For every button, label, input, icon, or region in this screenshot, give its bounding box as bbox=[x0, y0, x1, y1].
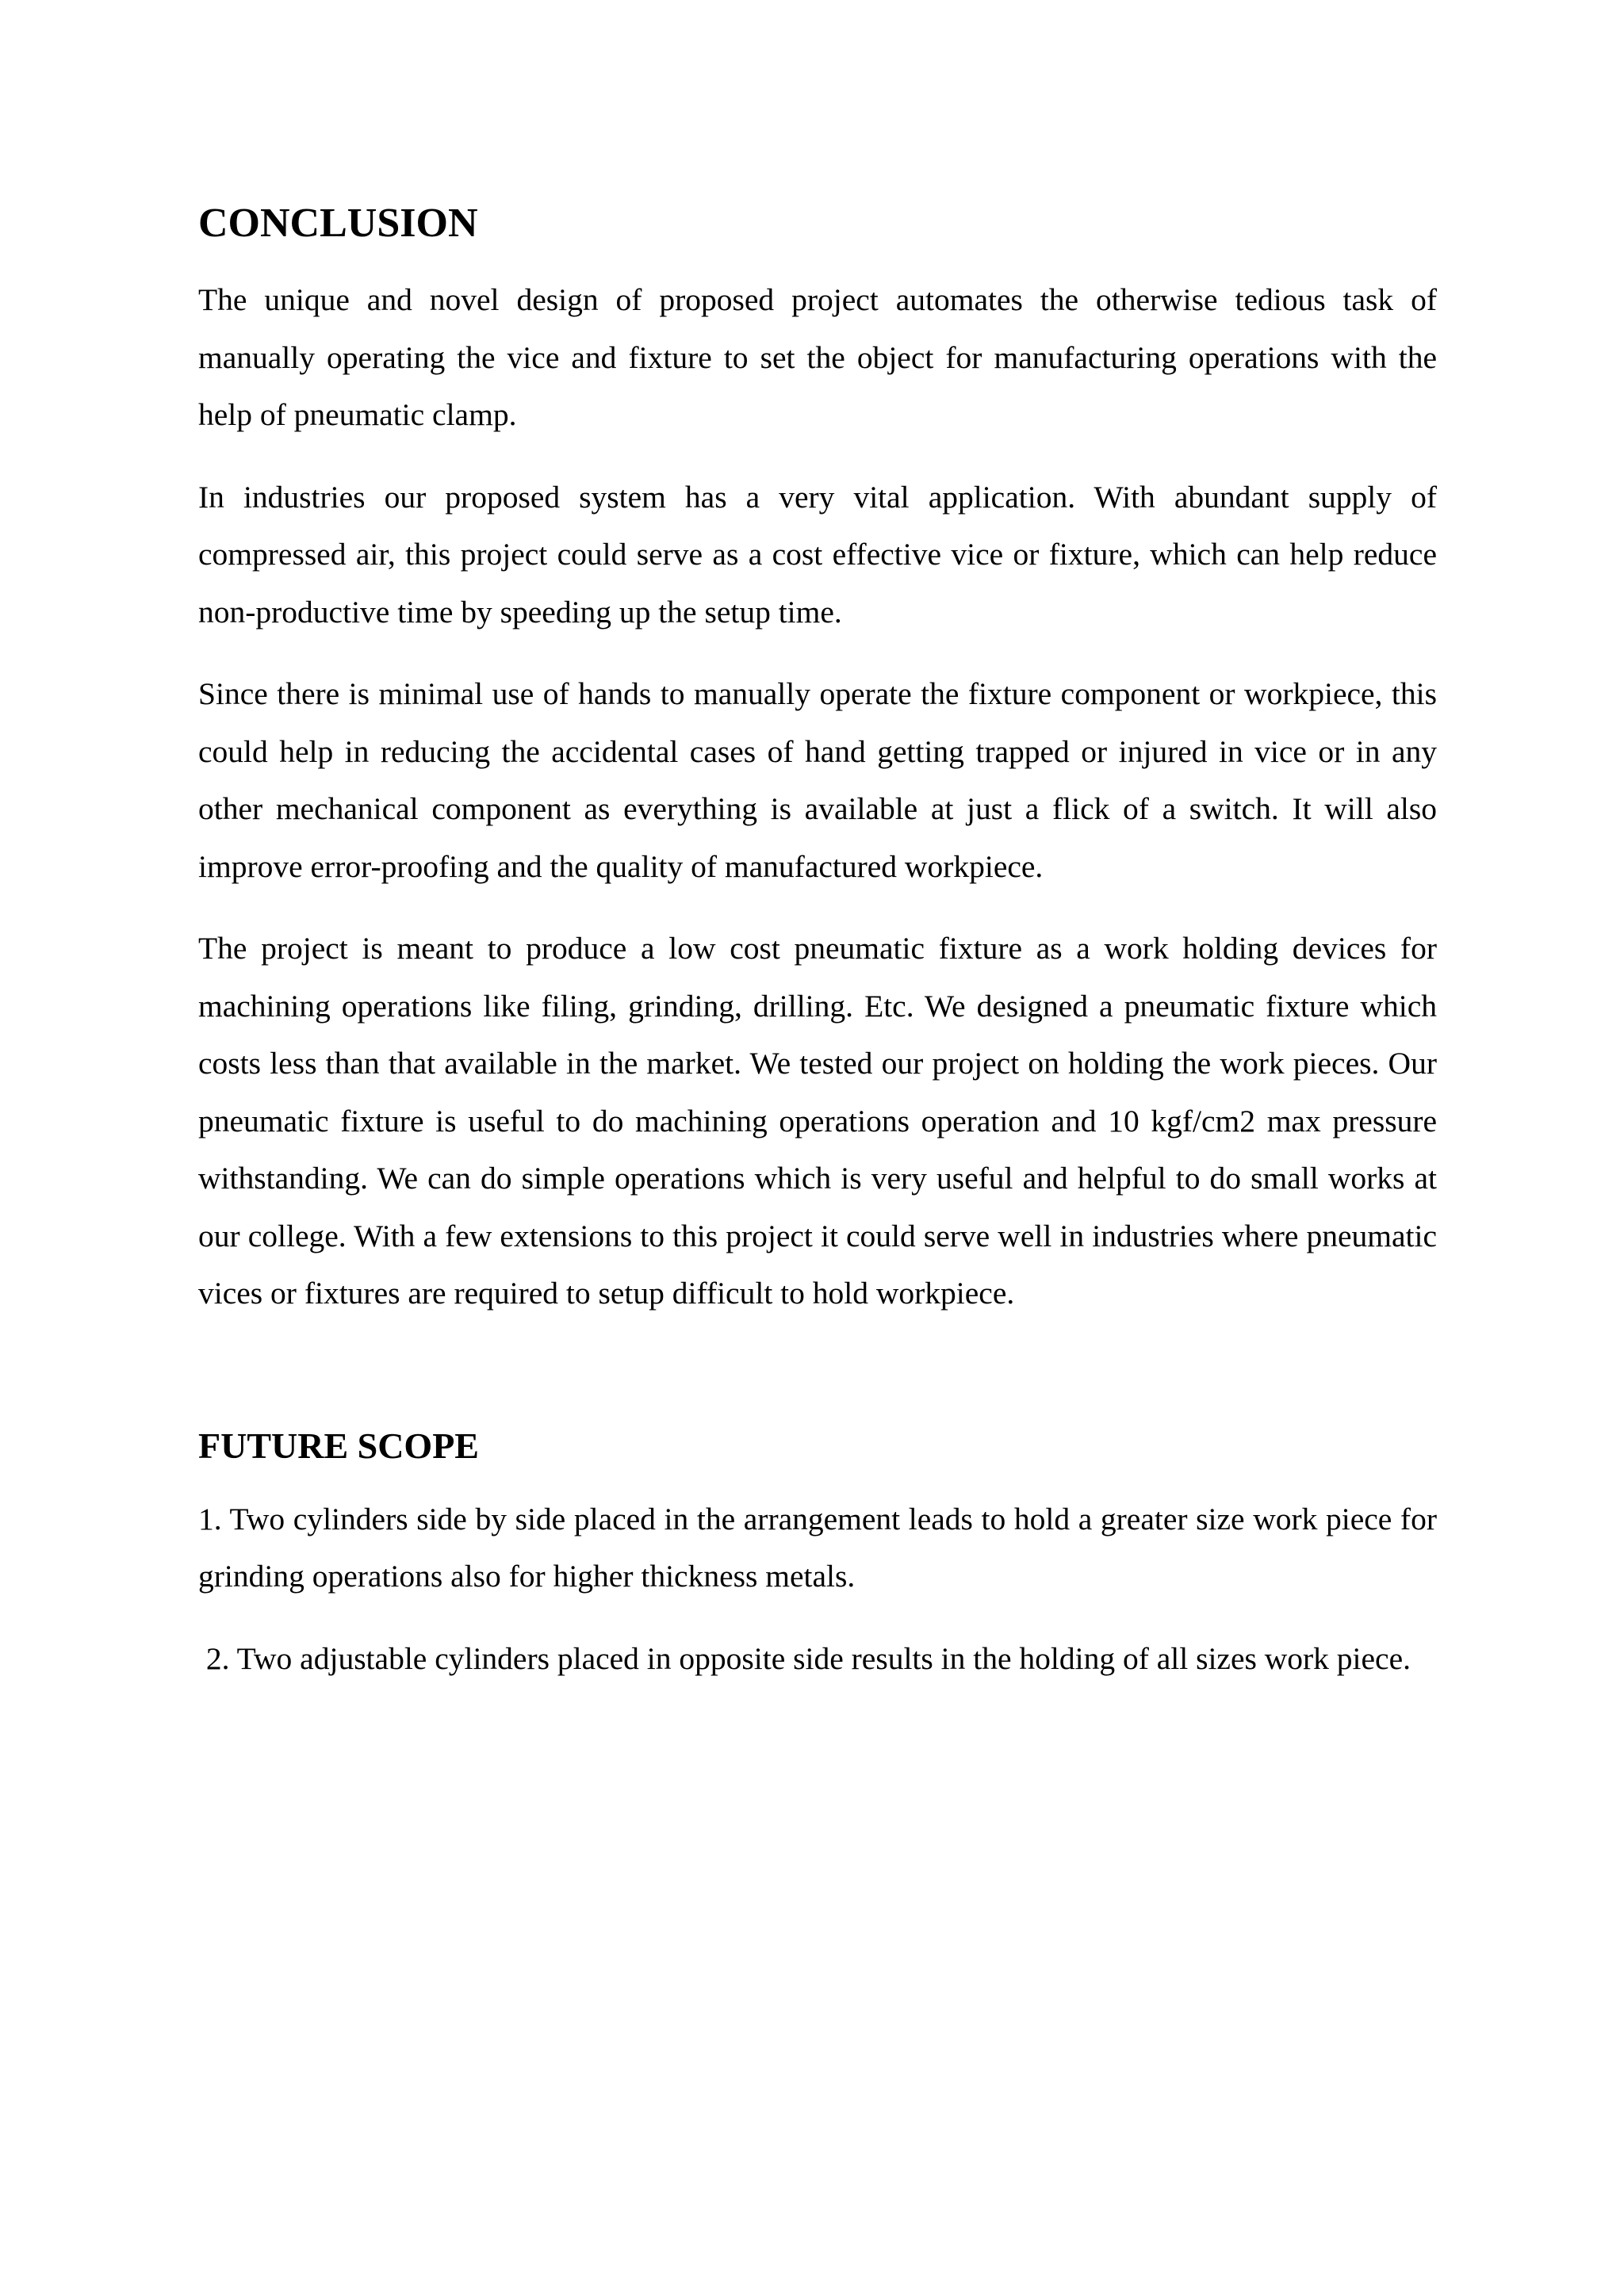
conclusion-paragraph-3: Since there is minimal use of hands to manually operate the fixture component or workpiece, this could help in reducing the accidental cases of hand getting trapped or injured in vice or in any other mechanical component as everything is available at just a flick of a switch. It will also improve error-proofing and the quality of manufactured workpiece. bbox=[198, 676, 1437, 884]
conclusion-paragraph-4: The project is meant to produce a low cost pneumatic fixture as a work holding devices for machining operations like filing, grinding, drilling. Etc. We designed a pneumatic fixture which costs less than that available in the market. We tested our project on holding the work pieces. Our pneumatic fixture is useful to do machining operations operation and 10 kgf/cm2 max pressure withstanding. We can do simple operations which is very useful and helpful to do small works at our college. With a few extensions to this project it could serve well in industries where pneumatic vices or fixtures are required to setup difficult to hold workpiece. bbox=[198, 931, 1437, 1311]
future-scope-heading: FUTURE SCOPE bbox=[198, 1425, 479, 1466]
future-scope-item-2: 2. Two adjustable cylinders placed in opposite side results in the holding of all sizes work piece. bbox=[198, 1640, 1411, 1676]
page-content bbox=[198, 189, 1437, 1712]
future-scope-item-1: 1. Two cylinders side by side placed in the arrangement leads to hold a greater size work piece for grinding operations also for higher thickness metals. bbox=[198, 1501, 1437, 1594]
conclusion-paragraph-1: The unique and novel design of proposed project automates the otherwise tedious task of manually operating the vice and fixture to set the object for manufacturing operations with the help of pneumatic clamp. bbox=[198, 282, 1437, 432]
section-spacer bbox=[198, 1347, 1437, 1414]
conclusion-paragraph-2: In industries our proposed system has a very vital application. With abundant supply of compressed air, this project could serve as a cost effective vice or fixture, which can help reduce non-productive time by speeding up the setup time. bbox=[198, 479, 1437, 629]
conclusion-heading: CONCLUSION bbox=[198, 201, 478, 246]
